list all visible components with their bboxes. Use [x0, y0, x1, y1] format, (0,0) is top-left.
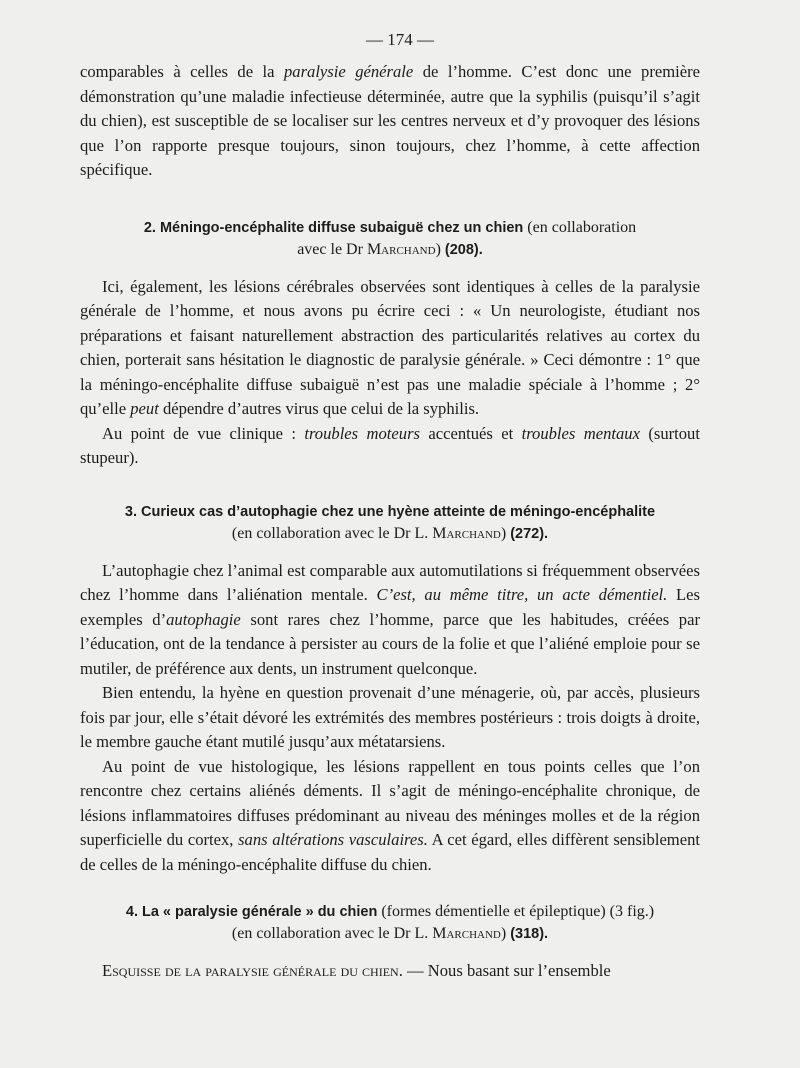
text-run: accentués et [419, 423, 522, 443]
section-2-paragraph-1 [80, 275, 700, 422]
page-number: — 174 — [366, 30, 434, 49]
text-run: de l’homme. C’est donc une première démonstration qu’une maladie infectieuse déterminée, autre que la syphilis (puisqu’il s’agit du chien), est susceptible de se localiser sur les centres nerveux et d’y provoquer des lésions que l’on rapporte presque toujours, sinon toujours, chez l’homme, à cette affection spécifique. [80, 62, 700, 179]
section-2-collab-close: ) [435, 240, 441, 258]
section-4-heading [80, 901, 700, 945]
section-3-heading [80, 501, 700, 545]
section-2-ref: (208). [444, 241, 483, 258]
section-4-number: 4. [125, 904, 138, 920]
esquisse-paragraph [80, 959, 700, 984]
section-3-paragraph-3 [80, 755, 700, 878]
italic-text: sans altérations vasculaires. [238, 830, 428, 849]
text-run: dépendre d’autres virus que celui de la syphilis. [158, 399, 480, 418]
italic-text: autophagie [166, 609, 241, 629]
text-run: L’autophagie chez l’animal est comparable aux automutilations si fréquemment observées chez l’homme dans l’aliénation mentale. [80, 560, 700, 604]
italic-text: paralysie générale [283, 62, 414, 81]
section-3-paragraph-2 [80, 681, 700, 755]
italic-text: peut [130, 399, 159, 418]
section-2-collab-line: avec le Dr [297, 240, 367, 258]
italic-text: troubles mentaux [521, 423, 640, 443]
text-run: Au point de vue clinique : [102, 423, 305, 443]
section-4-author: Marchand [432, 925, 501, 942]
text-run: Au point de vue histologique, les lésions rappellent en tous points celles que l’on rencontre chez certains aliénés déments. Il s’agit de méningo-encéphalite chronique, de lésions inflammatoires diffuses prédominant au niveau des méninges molles et de la région superficielle du cortex, [80, 756, 700, 849]
esquisse-label: Esquisse de la paralysie générale du chien. [102, 961, 403, 980]
intro-paragraph [80, 60, 700, 183]
section-2-collab-prefix: (en collaboration [527, 218, 637, 236]
section-3-number: 3. [124, 503, 138, 520]
section-3-ref: (272). [510, 525, 549, 542]
text-run: sont rares chez l’homme, parce que les habitudes, créées par l’éducation, ont de la tendance à persister au cours de la folie et que l’aliéné emploie pour se mutiler, de préférence aux dents, un instrument quelconque. [80, 609, 700, 678]
section-3-paragraph-1 [80, 559, 700, 682]
section-3-collab-close: ) [500, 524, 507, 542]
text-run: Bien entendu, la hyène en question provenait d’une ménagerie, où, par accès, plusieurs fois par jour, elle s’était dévoré les extrémités des membres postérieurs : trois doigts à droite, le membre gauche étant mutilé jusqu’aux métatarsiens. [80, 683, 700, 751]
page-content [80, 60, 700, 984]
section-2-heading [80, 217, 700, 261]
section-4-title: La « paralysie générale » du chien [141, 904, 378, 920]
section-4-collab-close: ) [500, 925, 507, 942]
italic-text: troubles moteurs [304, 423, 420, 443]
section-4-ref: (318). [510, 926, 549, 942]
section-3-collab-line: (en collaboration avec le Dr L. [231, 524, 433, 542]
section-3-author: Marchand [432, 524, 501, 542]
section-2-paragraph-2 [80, 422, 700, 471]
section-4-collab-line: (en collaboration avec le Dr L. [231, 925, 433, 942]
text-run: comparables à celles de la [80, 62, 284, 81]
section-2-number: 2. [143, 219, 156, 236]
section-2-author: Marchand [366, 240, 436, 258]
italic-text: C’est, au même titre, un acte démentiel. [376, 585, 668, 604]
text-run: (surtout stupeur). [80, 423, 700, 467]
section-2-title: Méningo-encéphalite diffuse subaiguë chez un chien [159, 219, 524, 236]
text-run: Ici, également, les lésions cérébrales observées sont identiques à celles de la paralysie générale de l’homme, et nous avons pu écrire ceci : « Un neurologiste, étudiant nos préparations et faisant naturellement abstraction des particularités relatives au cortex du chien, porterait sans hésitation le diagnostic de paralysie générale. » Ceci démontre : 1° que la méningo-encéphalite diffuse subaiguë n’est pas une maladie spéciale à l’homme ; 2° qu’elle [80, 276, 700, 418]
section-3-title: Curieux cas d’autophagie chez une hyène atteinte de méningo-encéphalite [141, 503, 656, 520]
esquisse-text: — Nous basant sur l’ensemble [402, 961, 611, 980]
text-run: A cet égard, elles diffèrent sensiblement de celles de la méningo-encéphalite diffuse du chien. [80, 830, 700, 874]
text-run: Les exemples d’ [80, 585, 700, 629]
section-4-subtitle: (formes démentielle et épileptique) (3 fig.) [381, 903, 655, 920]
